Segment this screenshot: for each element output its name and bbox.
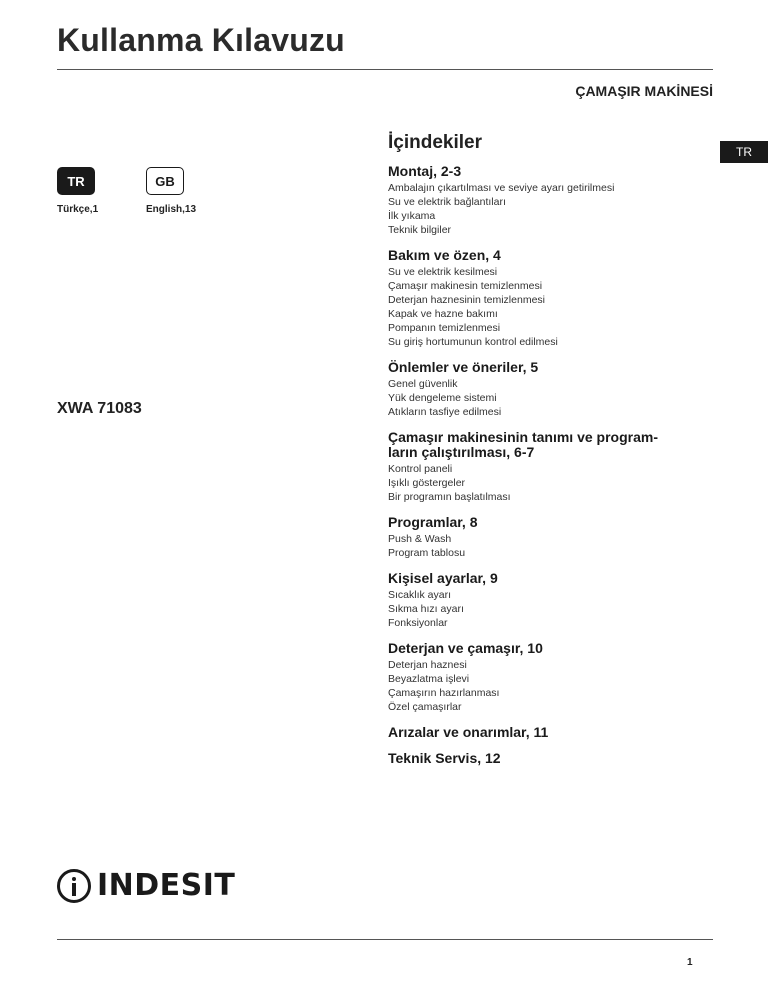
- toc-item: Kontrol paneli: [388, 463, 453, 475]
- toc-item: Beyazlatma işlevi: [388, 673, 470, 685]
- toc-section: [388, 725, 718, 740]
- toc-item-list: [388, 658, 718, 714]
- toc-item: Deterjan haznesi: [388, 659, 467, 671]
- toc-item: Su ve elektrik kesilmesi: [388, 266, 498, 278]
- toc-item: Push & Wash: [388, 533, 452, 545]
- brand-name: INDESIT: [97, 868, 236, 903]
- toc-item: Özel çamaşırlar: [388, 701, 462, 713]
- toc-section-title: Çamaşır makinesinin tanımı ve program-: [388, 429, 658, 445]
- toc-item: Program tablosu: [388, 547, 466, 559]
- toc-item: Bir programın başlatılması: [388, 491, 511, 503]
- toc-section-title: Teknik Servis, 12: [388, 750, 501, 766]
- toc-section: [388, 641, 718, 714]
- language-label-tr: Türkçe,1: [57, 204, 99, 215]
- top-divider: [57, 69, 713, 70]
- toc-item: Yük dengeleme sistemi: [388, 392, 497, 404]
- toc-item: İlk yıkama: [388, 210, 436, 222]
- toc-item: Deterjan haznesinin temizlenmesi: [388, 294, 545, 306]
- language-badge-gb: GB: [146, 167, 184, 195]
- toc-section-title-line2: ların çalıştırılması, 6-7: [388, 444, 535, 460]
- toc-item: Kapak ve hazne bakımı: [388, 308, 498, 320]
- toc-section: [388, 360, 718, 419]
- toc-section-title: Önlemler ve öneriler, 5: [388, 359, 539, 375]
- toc-item: Teknik bilgiler: [388, 224, 452, 236]
- toc-item: Çamaşır makinesin temizlenmesi: [388, 280, 543, 292]
- toc-section: [388, 751, 718, 766]
- toc-section-title: Arızalar ve onarımlar, 11: [388, 724, 549, 740]
- indesit-logo-icon: [57, 869, 91, 903]
- table-of-contents: [388, 132, 718, 777]
- toc-section-title: Programlar, 8: [388, 514, 478, 530]
- language-side-tab: TR: [720, 141, 768, 163]
- toc-item-list: [388, 181, 718, 237]
- toc-item: Su giriş hortumunun kontrol edilmesi: [388, 336, 558, 348]
- toc-item: Su ve elektrik bağlantıları: [388, 196, 506, 208]
- toc-item-list: [388, 588, 718, 630]
- toc-item: Işıklı göstergeler: [388, 477, 466, 489]
- toc-item: Fonksiyonlar: [388, 617, 448, 629]
- toc-section: [388, 571, 718, 630]
- toc-item: Çamaşırın hazırlanması: [388, 687, 500, 699]
- product-type: ÇAMAŞIR MAKİNESİ: [575, 83, 713, 99]
- toc-item: Ambalajın çıkartılması ve seviye ayarı getirilmesi: [388, 182, 615, 194]
- toc-item: Atıkların tasfiye edilmesi: [388, 406, 502, 418]
- toc-section: [388, 430, 718, 504]
- toc-item: Genel güvenlik: [388, 378, 458, 390]
- toc-item: Sıcaklık ayarı: [388, 589, 452, 601]
- toc-section-title: Kişisel ayarlar, 9: [388, 570, 498, 586]
- language-badge-tr: TR: [57, 167, 95, 195]
- toc-section-title: Deterjan ve çamaşır, 10: [388, 640, 543, 656]
- brand-logo: [57, 868, 235, 903]
- toc-section-title: Montaj, 2-3: [388, 163, 462, 179]
- bottom-divider: [57, 939, 713, 940]
- toc-section: [388, 248, 718, 349]
- page-number: 1: [687, 957, 693, 968]
- toc-item-list: [388, 532, 718, 560]
- toc-item: Pompanın temizlenmesi: [388, 322, 501, 334]
- language-label-gb: English,13: [146, 204, 197, 215]
- toc-section: [388, 164, 718, 237]
- toc-item: Sıkma hızı ayarı: [388, 603, 464, 615]
- toc-item-list: [388, 462, 718, 504]
- document-title: Kullanma Kılavuzu: [57, 22, 345, 58]
- model-number: XWA 71083: [57, 400, 142, 417]
- toc-section-title: Bakım ve özen, 4: [388, 247, 501, 263]
- toc-sections: [388, 164, 718, 766]
- toc-heading: İçindekiler: [388, 132, 482, 153]
- toc-item-list: [388, 377, 718, 419]
- toc-section: [388, 515, 718, 560]
- toc-item-list: [388, 265, 718, 349]
